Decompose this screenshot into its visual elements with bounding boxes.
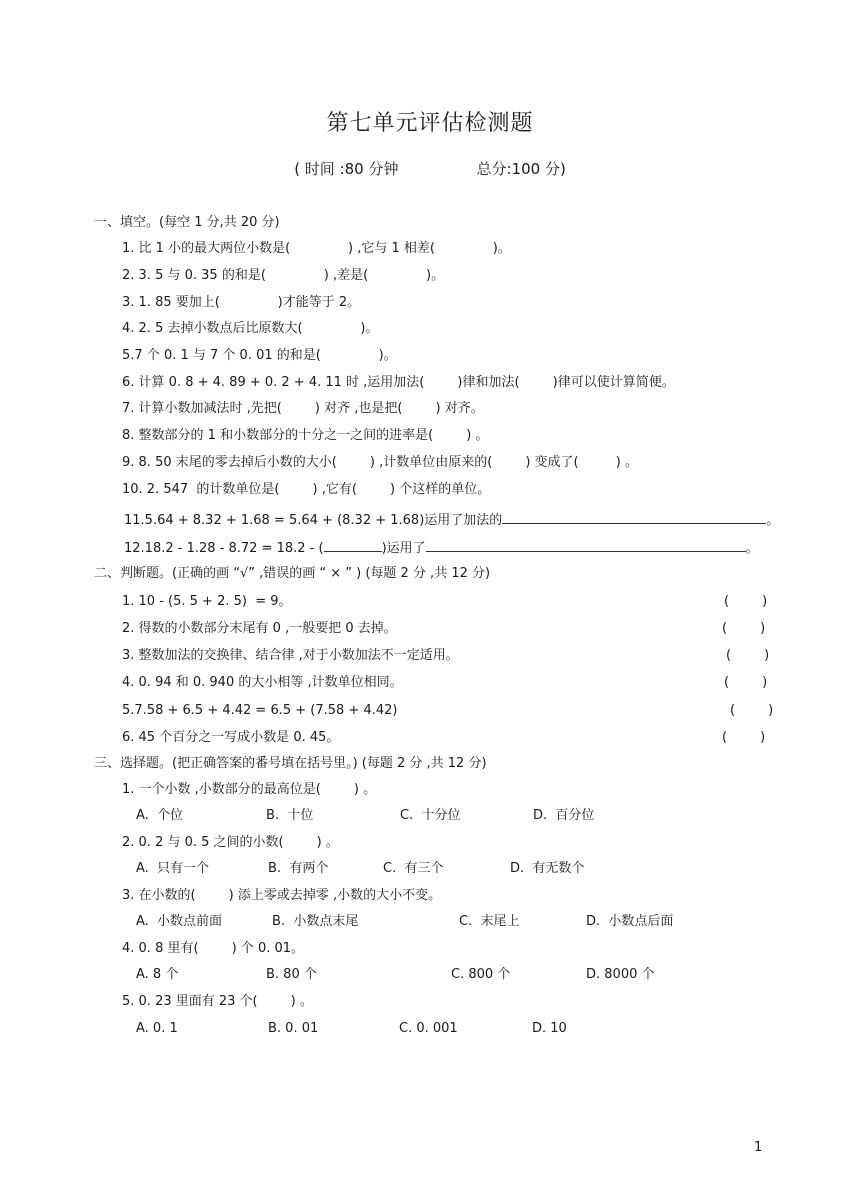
exam-info <box>0 158 860 179</box>
fill-item-10: 10. 2. 547 的计数单位是( ) ,它有( ) 个这样的单位。 <box>122 482 491 497</box>
choice-option-d: D. 百分位 <box>533 808 595 823</box>
choice-question-1: 1. 一个小数 ,小数部分的最高位是( ) 。 <box>122 782 377 797</box>
answer-line <box>426 537 746 552</box>
fill-item-1: 1. 比 1 小的最大两位小数是( ) ,它与 1 相差( )。 <box>122 241 511 256</box>
choice-option-c: C. 0. 001 <box>399 1021 458 1036</box>
choice-option-d: D. 小数点后面 <box>586 914 674 929</box>
page-title: 第七单元评估检测题 <box>326 111 534 136</box>
answer-paren: ( ) <box>730 703 774 718</box>
section2-heading: 二、判断题。(正确的画 “√” ,错误的画 “ × ” ) (每题 2 分 ,共 12 分) <box>94 566 491 581</box>
answer-paren: ( ) <box>724 594 768 609</box>
choice-option-c: C. 十分位 <box>400 808 461 823</box>
section1-heading: 一、填空。(每空 1 分,共 20 分) <box>94 215 280 230</box>
choice-option-b: B. 小数点末尾 <box>272 914 359 929</box>
choice-option-b: B. 十位 <box>266 808 314 823</box>
answer-paren: ( ) <box>722 730 766 745</box>
choice-option-a: A. 只有一个 <box>136 861 210 876</box>
period: 。 <box>766 513 780 528</box>
fill-item-11-text: 11.5.64 + 8.32 + 1.68 = 5.64 + (8.32 + 1.68)运用了加法的 <box>124 513 503 528</box>
answer-paren: ( ) <box>722 621 766 636</box>
fill-item-7: 7. 计算小数加减法时 ,先把( ) 对齐 ,也是把( ) 对齐。 <box>122 401 484 416</box>
choice-question-2: 2. 0. 2 与 0. 5 之间的小数( ) 。 <box>122 835 339 850</box>
fill-item-12-text-b: )运用了 <box>381 541 426 556</box>
choice-option-d: D. 8000 个 <box>586 967 655 982</box>
answer-paren: ( ) <box>726 648 770 663</box>
choice-option-c: C. 800 个 <box>451 967 511 982</box>
fill-item-2: 2. 3. 5 与 0. 35 的和是( ) ,差是( )。 <box>122 268 445 283</box>
answer-line <box>502 509 766 524</box>
fill-item-8: 8. 整数部分的 1 和小数部分的十分之一之间的进率是( ) 。 <box>122 428 489 443</box>
answer-blank <box>324 537 382 552</box>
choice-option-b: B. 0. 01 <box>268 1021 319 1036</box>
judge-item-5: 5.7.58 + 6.5 + 4.42 = 6.5 + (7.58 + 4.42) <box>122 703 398 718</box>
judge-item-6: 6. 45 个百分之一写成小数是 0. 45。 <box>122 730 340 745</box>
exam-total-score: 总分:100 分) <box>476 160 566 178</box>
choice-option-a: A. 8 个 <box>136 967 179 982</box>
choice-option-d: D. 10 <box>532 1021 567 1036</box>
choice-option-d: D. 有无数个 <box>510 861 585 876</box>
choice-question-5: 5. 0. 23 里面有 23 个( ) 。 <box>122 994 313 1009</box>
choice-option-b: B. 80 个 <box>266 967 317 982</box>
fill-item-9: 9. 8. 50 末尾的零去掉后小数的大小( ) ,计数单位由原来的( ) 变成了( ) 。 <box>122 455 639 470</box>
page-number: 1 <box>754 1140 763 1155</box>
choice-option-b: B. 有两个 <box>268 861 329 876</box>
fill-item-12 <box>124 537 759 558</box>
fill-item-5: 5.7 个 0. 1 与 7 个 0. 01 的和是( )。 <box>122 348 397 363</box>
section3-heading: 三、选择题。(把正确答案的番号填在括号里。) (每题 2 分 ,共 12 分) <box>94 756 487 771</box>
fill-item-4: 4. 2. 5 去掉小数点后比原数大( )。 <box>122 321 379 336</box>
fill-item-12-text-a: 12.18.2 - 1.28 - 8.72 = 18.2 - ( <box>124 541 324 556</box>
choice-question-4: 4. 0. 8 里有( ) 个 0. 01。 <box>122 941 305 956</box>
judge-item-3: 3. 整数加法的交换律、结合律 ,对于小数加法不一定适用。 <box>122 648 459 663</box>
choice-option-a: A. 0. 1 <box>136 1021 178 1036</box>
period: 。 <box>745 541 759 556</box>
fill-item-3: 3. 1. 85 要加上( )才能等于 2。 <box>122 295 361 310</box>
choice-option-a: A. 个位 <box>136 808 184 823</box>
fill-item-11 <box>124 509 779 530</box>
answer-paren: ( ) <box>724 675 768 690</box>
fill-item-6: 6. 计算 0. 8 + 4. 89 + 0. 2 + 4. 11 时 ,运用加法( )律和加法( )律可以使计算简便。 <box>122 375 675 390</box>
exam-time: ( 时间 :80 分钟 <box>294 160 399 178</box>
choice-option-a: A. 小数点前面 <box>136 914 223 929</box>
choice-option-c: C. 有三个 <box>383 861 444 876</box>
judge-item-2: 2. 得数的小数部分末尾有 0 ,一般要把 0 去掉。 <box>122 621 397 636</box>
choice-question-3: 3. 在小数的( ) 添上零或去掉零 ,小数的大小不变。 <box>122 888 442 903</box>
judge-item-1: 1. 10 - (5. 5 + 2. 5) = 9。 <box>122 594 292 609</box>
choice-option-c: C. 末尾上 <box>459 914 520 929</box>
judge-item-4: 4. 0. 94 和 0. 940 的大小相等 ,计数单位相同。 <box>122 675 403 690</box>
